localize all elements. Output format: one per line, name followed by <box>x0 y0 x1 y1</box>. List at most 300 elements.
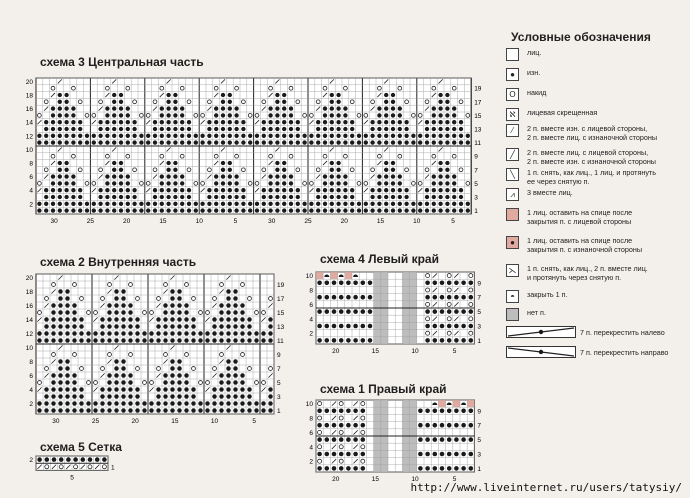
stitch-purl <box>440 324 445 329</box>
stitch-purl <box>142 401 146 405</box>
row-label-left: 16 <box>25 303 33 310</box>
stitch-purl <box>440 309 445 314</box>
stitch-purl <box>114 338 118 342</box>
stitch-purl <box>447 408 452 413</box>
stitch-purl <box>384 113 388 117</box>
stitch-purl <box>119 127 123 131</box>
stitch-purl <box>461 437 466 442</box>
stitch-purl <box>121 324 125 328</box>
stitch-purl <box>205 408 209 412</box>
stitch-purl <box>447 280 452 285</box>
stitch-purl <box>398 127 402 131</box>
stitch-purl <box>98 127 102 131</box>
stitch-purl <box>459 134 463 138</box>
stitch-purl <box>461 324 466 329</box>
stitch-purl <box>198 408 202 412</box>
stitch-purl <box>268 324 272 328</box>
stitch-purl <box>228 181 232 185</box>
stitch-purl <box>233 387 237 391</box>
row-label-left: 18 <box>25 289 33 296</box>
col-label: 5 <box>252 418 256 425</box>
stitch-purl <box>187 120 191 124</box>
stitch-purl <box>268 140 272 144</box>
stitch-purl <box>114 408 118 412</box>
stitch-purl <box>51 324 55 328</box>
stitch-purl <box>398 106 402 110</box>
stitch-none <box>381 450 388 457</box>
stitch-purl <box>214 134 218 138</box>
cable-icon <box>506 346 576 358</box>
cable-label: 7 п. перекрестить налево <box>580 328 665 337</box>
stitch-purl <box>126 106 130 110</box>
stitch-purl <box>119 106 123 110</box>
stitch-purl <box>282 100 286 104</box>
stitch-purl <box>234 113 238 117</box>
stitch-purl <box>317 408 322 413</box>
stitch-purl <box>360 338 365 343</box>
stitch-purl <box>370 140 374 144</box>
stitch-purl <box>226 366 230 370</box>
stitch-purl <box>221 127 225 131</box>
stitch-purl <box>100 317 104 321</box>
stitch-purl <box>119 100 123 104</box>
scheme5-chart <box>24 454 124 488</box>
stitch-purl <box>425 195 429 199</box>
stitch-purl <box>65 324 69 328</box>
stitch-purl <box>438 181 442 185</box>
scheme3-chart <box>24 76 486 236</box>
stitch-purl <box>445 181 449 185</box>
row-label-left: 6 <box>29 373 33 380</box>
col-label: 5 <box>70 474 74 482</box>
stitch-purl <box>58 387 62 391</box>
stitch-purl <box>268 174 272 178</box>
stitch-purl <box>302 202 306 206</box>
stitch-purl <box>233 310 237 314</box>
stitch-bind-keep <box>345 272 352 279</box>
stitch-purl <box>173 181 177 185</box>
stitch-purl <box>343 140 347 144</box>
stitch-purl <box>121 310 125 314</box>
stitch-purl <box>432 113 436 117</box>
legend-item <box>506 308 546 321</box>
stitch-purl <box>214 106 218 110</box>
stitch-purl <box>411 140 415 144</box>
stitch-purl <box>268 208 272 212</box>
row-label-right: 15 <box>277 310 285 317</box>
scheme2-chart <box>24 272 292 432</box>
stitch-none <box>374 315 381 322</box>
stitch-purl <box>64 202 68 206</box>
stitch-purl <box>37 208 41 212</box>
legend-symbol-icon: ⁄ <box>506 124 519 137</box>
legend-item <box>506 48 541 61</box>
stitch-none <box>410 330 417 337</box>
stitch-purl <box>126 140 130 144</box>
stitch-purl <box>114 303 118 307</box>
stitch-purl <box>461 280 466 285</box>
stitch-purl <box>445 195 449 199</box>
stitch-purl <box>177 387 181 391</box>
stitch-purl <box>432 188 436 192</box>
stitch-purl <box>88 457 93 462</box>
stitch-purl <box>132 208 136 212</box>
stitch-purl <box>214 181 218 185</box>
col-label: 20 <box>340 218 348 225</box>
stitch-purl <box>468 280 473 285</box>
stitch-purl <box>184 373 188 377</box>
stitch-purl <box>173 202 177 206</box>
stitch-purl <box>51 140 55 144</box>
stitch-purl <box>317 338 322 343</box>
stitch-bind-keep <box>453 400 460 407</box>
stitch-purl <box>370 127 374 131</box>
stitch-purl <box>200 134 204 138</box>
stitch-purl <box>180 106 184 110</box>
legend-text: 3 вместе лиц. <box>527 188 573 197</box>
col-label: 10 <box>195 218 203 225</box>
stitch-purl <box>324 280 329 285</box>
stitch-purl <box>234 181 238 185</box>
stitch-purl <box>261 401 265 405</box>
stitch-purl <box>438 195 442 199</box>
row-label-right: 7 <box>477 294 482 302</box>
stitch-purl <box>289 188 293 192</box>
stitch-purl <box>330 134 334 138</box>
stitch-purl <box>163 303 167 307</box>
stitch-purl <box>184 394 188 398</box>
stitch-purl <box>156 387 160 391</box>
stitch-purl <box>368 338 373 343</box>
stitch-purl <box>180 202 184 206</box>
stitch-purl <box>324 452 329 457</box>
stitch-purl <box>233 366 237 370</box>
stitch-purl <box>156 394 160 398</box>
stitch-purl <box>212 317 216 321</box>
stitch-purl <box>146 208 150 212</box>
stitch-purl <box>135 401 139 405</box>
stitch-purl <box>468 466 473 471</box>
stitch-purl <box>336 93 340 97</box>
stitch-none <box>381 308 388 315</box>
stitch-purl <box>51 408 55 412</box>
stitch-purl <box>370 202 374 206</box>
stitch-purl <box>212 324 216 328</box>
col-label: 15 <box>371 348 380 355</box>
row-label-right: 7 <box>277 366 281 373</box>
stitch-purl <box>452 188 456 192</box>
stitch-purl <box>377 106 381 110</box>
stitch-purl <box>170 408 174 412</box>
stitch-purl <box>219 394 223 398</box>
stitch-purl <box>330 161 334 165</box>
stitch-purl <box>240 401 244 405</box>
stitch-purl <box>51 380 55 384</box>
stitch-purl <box>384 127 388 131</box>
stitch-purl <box>324 338 329 343</box>
stitch-none <box>381 429 388 436</box>
row-label-left: 16 <box>25 106 33 114</box>
stitch-purl <box>404 127 408 131</box>
stitch-purl <box>360 423 365 428</box>
stitch-purl <box>432 423 437 428</box>
row-label-left: 6 <box>29 174 33 182</box>
stitch-purl <box>432 324 437 329</box>
stitch-none <box>402 294 409 301</box>
stitch-purl <box>452 174 456 178</box>
stitch-purl <box>221 188 225 192</box>
stitch-none <box>374 429 381 436</box>
stitch-purl <box>166 161 170 165</box>
stitch-purl <box>85 134 89 138</box>
stitch-purl <box>78 188 82 192</box>
legend-text: 1 лиц. оставить на спице после закрытия п. с изнаночной стороны <box>527 236 643 254</box>
stitch-purl <box>126 188 130 192</box>
stitch-purl <box>112 174 116 178</box>
stitch-purl <box>219 387 223 391</box>
stitch-purl <box>180 140 184 144</box>
stitch-purl <box>173 134 177 138</box>
stitch-purl <box>72 324 76 328</box>
scheme1-title: схема 1 Правый край <box>320 382 447 396</box>
stitch-purl <box>128 338 132 342</box>
stitch-purl <box>316 208 320 212</box>
stitch-purl <box>241 188 245 192</box>
row-label-right: 17 <box>474 99 482 107</box>
stitch-purl <box>336 168 340 172</box>
stitch-purl <box>330 127 334 131</box>
stitch-purl <box>268 106 272 110</box>
stitch-purl <box>128 331 132 335</box>
stitch-purl <box>65 296 69 300</box>
legend-item <box>506 290 568 303</box>
stitch-purl <box>37 401 41 405</box>
stitch-purl <box>160 140 164 144</box>
stitch-purl <box>370 120 374 124</box>
stitch-purl <box>324 324 329 329</box>
stitch-purl <box>459 127 463 131</box>
stitch-purl <box>121 401 125 405</box>
stitch-purl <box>184 401 188 405</box>
stitch-purl <box>432 127 436 131</box>
stitch-purl <box>391 181 395 185</box>
stitch-purl <box>107 380 111 384</box>
stitch-purl <box>339 280 344 285</box>
stitch-purl <box>296 188 300 192</box>
stitch-purl <box>58 338 62 342</box>
stitch-purl <box>398 174 402 178</box>
stitch-purl <box>212 394 216 398</box>
stitch-purl <box>100 331 104 335</box>
stitch-purl <box>336 195 340 199</box>
stitch-purl <box>330 120 334 124</box>
stitch-purl <box>142 331 146 335</box>
stitch-purl <box>461 423 466 428</box>
stitch-none <box>410 286 417 293</box>
stitch-purl <box>93 408 97 412</box>
stitch-purl <box>58 380 62 384</box>
stitch-purl <box>438 202 442 206</box>
stitch-purl <box>346 437 351 442</box>
stitch-purl <box>219 373 223 377</box>
stitch-purl <box>233 359 237 363</box>
stitch-purl <box>459 140 463 144</box>
stitch-purl <box>119 174 123 178</box>
stitch-purl <box>105 181 109 185</box>
stitch-purl <box>177 289 181 293</box>
stitch-purl <box>228 93 232 97</box>
stitch-purl <box>214 127 218 131</box>
stitch-purl <box>353 280 358 285</box>
stitch-purl <box>170 303 174 307</box>
stitch-none <box>374 465 381 472</box>
stitch-purl <box>323 181 327 185</box>
stitch-purl <box>323 208 327 212</box>
stitch-purl <box>51 394 55 398</box>
stitch-purl <box>64 120 68 124</box>
stitch-purl <box>64 174 68 178</box>
stitch-purl <box>452 106 456 110</box>
stitch-bind-keep <box>316 272 323 279</box>
stitch-purl <box>346 280 351 285</box>
stitch-purl <box>466 202 470 206</box>
stitch-purl <box>234 106 238 110</box>
stitch-purl <box>170 366 174 370</box>
stitch-purl <box>44 408 48 412</box>
stitch-purl <box>153 202 157 206</box>
stitch-purl <box>240 338 244 342</box>
stitch-purl <box>268 134 272 138</box>
stitch-purl <box>219 408 223 412</box>
stitch-purl <box>275 100 279 104</box>
stitch-none <box>410 279 417 286</box>
stitch-purl <box>346 466 351 471</box>
stitch-purl <box>432 195 436 199</box>
stitch-none <box>402 301 409 308</box>
stitch-purl <box>247 394 251 398</box>
stitch-purl <box>468 423 473 428</box>
stitch-purl <box>226 387 230 391</box>
stitch-none <box>402 429 409 436</box>
stitch-purl <box>80 457 85 462</box>
stitch-purl <box>309 202 313 206</box>
stitch-purl <box>302 140 306 144</box>
stitch-purl <box>247 338 251 342</box>
stitch-purl <box>170 289 174 293</box>
stitch-purl <box>139 202 143 206</box>
stitch-purl <box>121 317 125 321</box>
stitch-purl <box>149 401 153 405</box>
stitch-purl <box>180 120 184 124</box>
stitch-purl <box>440 338 445 343</box>
stitch-purl <box>233 296 237 300</box>
stitch-purl <box>163 408 167 412</box>
stitch-purl <box>51 106 55 110</box>
stitch-purl <box>425 437 430 442</box>
stitch-purl <box>247 401 251 405</box>
stitch-purl <box>207 208 211 212</box>
stitch-purl <box>132 127 136 131</box>
stitch-purl <box>289 127 293 131</box>
stitch-purl <box>126 134 130 138</box>
stitch-purl <box>289 181 293 185</box>
stitch-none <box>410 315 417 322</box>
stitch-purl <box>440 408 445 413</box>
stitch-purl <box>255 140 259 144</box>
stitch-purl <box>350 195 354 199</box>
stitch-purl <box>228 195 232 199</box>
stitch-purl <box>391 208 395 212</box>
stitch-purl <box>324 437 329 442</box>
stitch-purl <box>112 127 116 131</box>
stitch-purl <box>64 181 68 185</box>
stitch-purl <box>438 106 442 110</box>
legend-item <box>506 68 540 81</box>
stitch-none <box>410 443 417 450</box>
stitch-purl <box>454 452 459 457</box>
stitch-purl <box>58 359 62 363</box>
stitch-purl <box>177 310 181 314</box>
stitch-purl <box>51 373 55 377</box>
stitch-purl <box>226 310 230 314</box>
stitch-purl <box>440 423 445 428</box>
row-label-left: 4 <box>29 187 33 195</box>
stitch-purl <box>219 317 223 321</box>
stitch-purl <box>353 324 358 329</box>
stitch-purl <box>357 202 361 206</box>
stitch-purl <box>214 188 218 192</box>
stitch-purl <box>71 181 75 185</box>
stitch-purl <box>93 401 97 405</box>
stitch-purl <box>324 466 329 471</box>
stitch-purl <box>149 331 153 335</box>
stitch-purl <box>234 120 238 124</box>
stitch-purl <box>247 387 251 391</box>
stitch-purl <box>343 188 347 192</box>
stitch-purl <box>51 127 55 131</box>
stitch-none <box>410 294 417 301</box>
stitch-purl <box>418 140 422 144</box>
stitch-purl <box>79 338 83 342</box>
stitch-none <box>381 301 388 308</box>
row-label-right: 5 <box>477 309 482 317</box>
stitch-purl <box>445 127 449 131</box>
stitch-purl <box>454 295 459 300</box>
stitch-purl <box>461 408 466 413</box>
stitch-purl <box>377 202 381 206</box>
stitch-purl <box>37 140 41 144</box>
stitch-none <box>374 279 381 286</box>
stitch-purl <box>233 324 237 328</box>
stitch-purl <box>221 181 225 185</box>
col-label: 10 <box>413 218 421 225</box>
stitch-purl <box>112 113 116 117</box>
stitch-none <box>381 337 388 344</box>
stitch-purl <box>226 373 230 377</box>
stitch-purl <box>323 188 327 192</box>
stitch-purl <box>163 331 167 335</box>
stitch-purl <box>51 174 55 178</box>
stitch-purl <box>112 181 116 185</box>
stitch-purl <box>166 174 170 178</box>
stitch-purl <box>126 113 130 117</box>
stitch-purl <box>166 100 170 104</box>
stitch-purl <box>438 120 442 124</box>
stitch-purl <box>160 120 164 124</box>
stitch-purl <box>93 331 97 335</box>
legend-symbol-icon: ◓ <box>506 290 519 303</box>
stitch-none <box>410 422 417 429</box>
